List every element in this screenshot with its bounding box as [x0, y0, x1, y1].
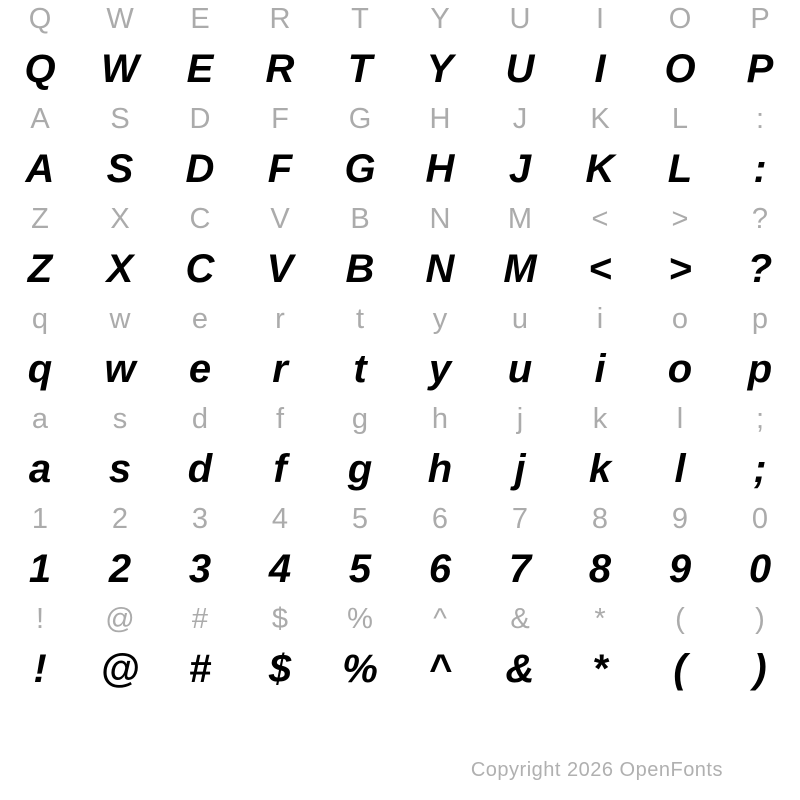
glyph-cell: < [588, 246, 612, 291]
glyph-cell: q [31, 302, 49, 335]
glyph-cell: d [191, 402, 209, 435]
glyph-row-bold-5 [0, 244, 800, 294]
glyph-cell: t [355, 302, 365, 335]
glyph-cell: * [594, 602, 606, 635]
glyph-cell: T [351, 2, 369, 35]
glyph-cell: w [104, 346, 136, 391]
glyph-cell: u [511, 302, 529, 335]
glyph-cell: h [431, 402, 449, 435]
glyph-cell: 3 [188, 546, 212, 591]
glyph-cell: ? [747, 246, 773, 291]
glyph-cell: a [28, 446, 52, 491]
glyph-cell: 7 [508, 546, 532, 591]
glyph-cell: ( [675, 602, 685, 635]
glyph-cell: R [265, 46, 295, 91]
glyph-cell: r [272, 346, 288, 391]
glyph-cell: 3 [191, 502, 209, 535]
glyph-cell: Y [426, 46, 454, 91]
glyph-cell: D [189, 102, 211, 135]
glyph-cell: g [351, 402, 369, 435]
glyph-cell: ) [755, 602, 765, 635]
glyph-cell: i [594, 346, 606, 391]
glyph-cell: N [429, 202, 451, 235]
glyph-cell: J [512, 102, 528, 135]
glyph-cell: r [275, 302, 285, 335]
glyph-cell: s [112, 402, 128, 435]
glyph-row-muted-8 [0, 394, 800, 444]
glyph-cell: G [344, 146, 376, 191]
glyph-cell: L [671, 102, 689, 135]
glyph-cell: d [187, 446, 213, 491]
glyph-cell: # [188, 646, 212, 691]
glyph-cell: H [425, 146, 455, 191]
glyph-row-muted-10 [0, 494, 800, 544]
glyph-cell: ^ [433, 602, 447, 635]
glyph-cell: B [345, 246, 375, 291]
glyph-cell: y [428, 346, 452, 391]
glyph-cell: f [275, 402, 285, 435]
glyph-cell: g [347, 446, 373, 491]
glyph-cell: H [429, 102, 451, 135]
glyph-cell: t [353, 346, 367, 391]
glyph-cell: P [750, 2, 770, 35]
glyph-cell: 9 [671, 502, 689, 535]
glyph-cell: P [746, 46, 774, 91]
glyph-cell: O [668, 2, 692, 35]
glyph-cell: f [273, 446, 287, 491]
glyph-cell: L [667, 146, 693, 191]
glyph-cell: % [347, 602, 373, 635]
glyph-cell: : [753, 146, 767, 191]
glyph-cell: o [671, 302, 689, 335]
glyph-cell: F [271, 102, 289, 135]
glyph-cell: i [596, 302, 604, 335]
glyph-cell: 1 [28, 546, 52, 591]
glyph-row-muted-0 [0, 0, 800, 44]
glyph-cell: ^ [428, 646, 452, 691]
glyph-row-bold-7 [0, 344, 800, 394]
glyph-cell: S [106, 146, 134, 191]
glyph-cell: 4 [268, 546, 292, 591]
glyph-row-bold-13 [0, 644, 800, 694]
glyph-cell: K [585, 146, 615, 191]
glyph-cell: & [505, 646, 535, 691]
copyright-text: Copyright 2026 OpenFonts [470, 759, 723, 781]
glyph-cell: ; [753, 446, 767, 491]
glyph-cell: 1 [31, 502, 49, 535]
glyph-cell: F [267, 146, 293, 191]
glyph-cell: 6 [428, 546, 452, 591]
glyph-cell: R [269, 2, 291, 35]
glyph-cell: M [503, 246, 537, 291]
glyph-cell: T [347, 46, 373, 91]
glyph-cell: ? [751, 202, 769, 235]
glyph-cell: I [594, 46, 606, 91]
glyph-cell: 7 [511, 502, 529, 535]
glyph-cell: e [188, 346, 212, 391]
glyph-cell: Y [430, 2, 450, 35]
glyph-cell: ; [755, 402, 765, 435]
glyph-cell: & [510, 602, 530, 635]
glyph-cell: 0 [748, 546, 772, 591]
glyph-cell: W [101, 46, 139, 91]
glyph-cell: Q [24, 46, 56, 91]
glyph-cell: V [270, 202, 290, 235]
glyph-cell: h [427, 446, 453, 491]
glyph-cell: * [592, 646, 608, 691]
glyph-cell: 2 [111, 502, 129, 535]
glyph-cell: C [185, 246, 215, 291]
glyph-cell: < [591, 202, 609, 235]
glyph-row-bold-9 [0, 444, 800, 494]
glyph-cell: M [507, 202, 533, 235]
glyph-row-bold-3 [0, 144, 800, 194]
glyph-cell: w [109, 302, 131, 335]
glyph-row-bold-1 [0, 44, 800, 94]
glyph-cell: y [432, 302, 448, 335]
glyph-cell: D [185, 146, 215, 191]
glyph-cell: l [676, 402, 684, 435]
glyph-cell: s [108, 446, 132, 491]
glyph-cell: j [514, 446, 526, 491]
glyph-cell: ) [753, 646, 767, 691]
glyph-cell: U [509, 2, 531, 35]
glyph-cell: 6 [431, 502, 449, 535]
glyph-cell: E [190, 2, 210, 35]
glyph-cell: @ [105, 602, 135, 635]
glyph-row-muted-2 [0, 94, 800, 144]
glyph-cell: J [508, 146, 532, 191]
glyph-cell: X [110, 202, 130, 235]
glyph-cell: > [671, 202, 689, 235]
glyph-cell: e [191, 302, 209, 335]
glyph-cell: l [674, 446, 686, 491]
glyph-cell: Z [31, 202, 49, 235]
glyph-cell: W [106, 2, 134, 35]
glyph-cell: G [348, 102, 372, 135]
glyph-cell: ! [33, 646, 47, 691]
glyph-cell: 9 [668, 546, 692, 591]
glyph-cell: 8 [588, 546, 612, 591]
glyph-cell: Q [28, 2, 52, 35]
glyph-cell: @ [100, 646, 140, 691]
glyph-cell: E [186, 46, 214, 91]
glyph-cell: p [751, 302, 769, 335]
glyph-cell: $ [271, 602, 289, 635]
glyph-row-muted-6 [0, 294, 800, 344]
glyph-cell: 5 [348, 546, 372, 591]
glyph-cell: : [755, 102, 765, 135]
glyph-cell: 8 [591, 502, 609, 535]
glyph-cell: A [25, 146, 55, 191]
glyph-cell: u [507, 346, 533, 391]
glyph-cell: 4 [271, 502, 289, 535]
glyph-cell: Z [27, 246, 53, 291]
glyph-cell: S [110, 102, 130, 135]
glyph-cell: a [31, 402, 49, 435]
glyph-cell: I [595, 2, 605, 35]
glyph-cell: 0 [751, 502, 769, 535]
glyph-cell: ! [35, 602, 45, 635]
glyph-row-bold-11 [0, 544, 800, 594]
glyph-cell: U [505, 46, 535, 91]
glyph-cell: 5 [351, 502, 369, 535]
glyph-cell: o [667, 346, 693, 391]
glyph-cell: X [106, 246, 134, 291]
glyph-cell: ( [673, 646, 687, 691]
glyph-cell: k [588, 446, 612, 491]
glyph-row-muted-4 [0, 194, 800, 244]
glyph-cell: p [747, 346, 773, 391]
glyph-cell: j [516, 402, 524, 435]
glyph-cell: A [30, 102, 50, 135]
glyph-cell: % [342, 646, 378, 691]
glyph-cell: B [350, 202, 370, 235]
glyph-cell: k [592, 402, 608, 435]
glyph-cell: C [189, 202, 211, 235]
glyph-cell: K [590, 102, 610, 135]
glyph-cell: N [425, 246, 455, 291]
glyph-cell: 2 [108, 546, 132, 591]
glyph-row-muted-12 [0, 594, 800, 644]
glyph-cell: $ [268, 646, 292, 691]
glyph-cell: V [266, 246, 294, 291]
glyph-cell: # [191, 602, 209, 635]
glyph-cell: q [27, 346, 53, 391]
glyph-cell: > [668, 246, 692, 291]
glyph-cell: O [664, 46, 696, 91]
